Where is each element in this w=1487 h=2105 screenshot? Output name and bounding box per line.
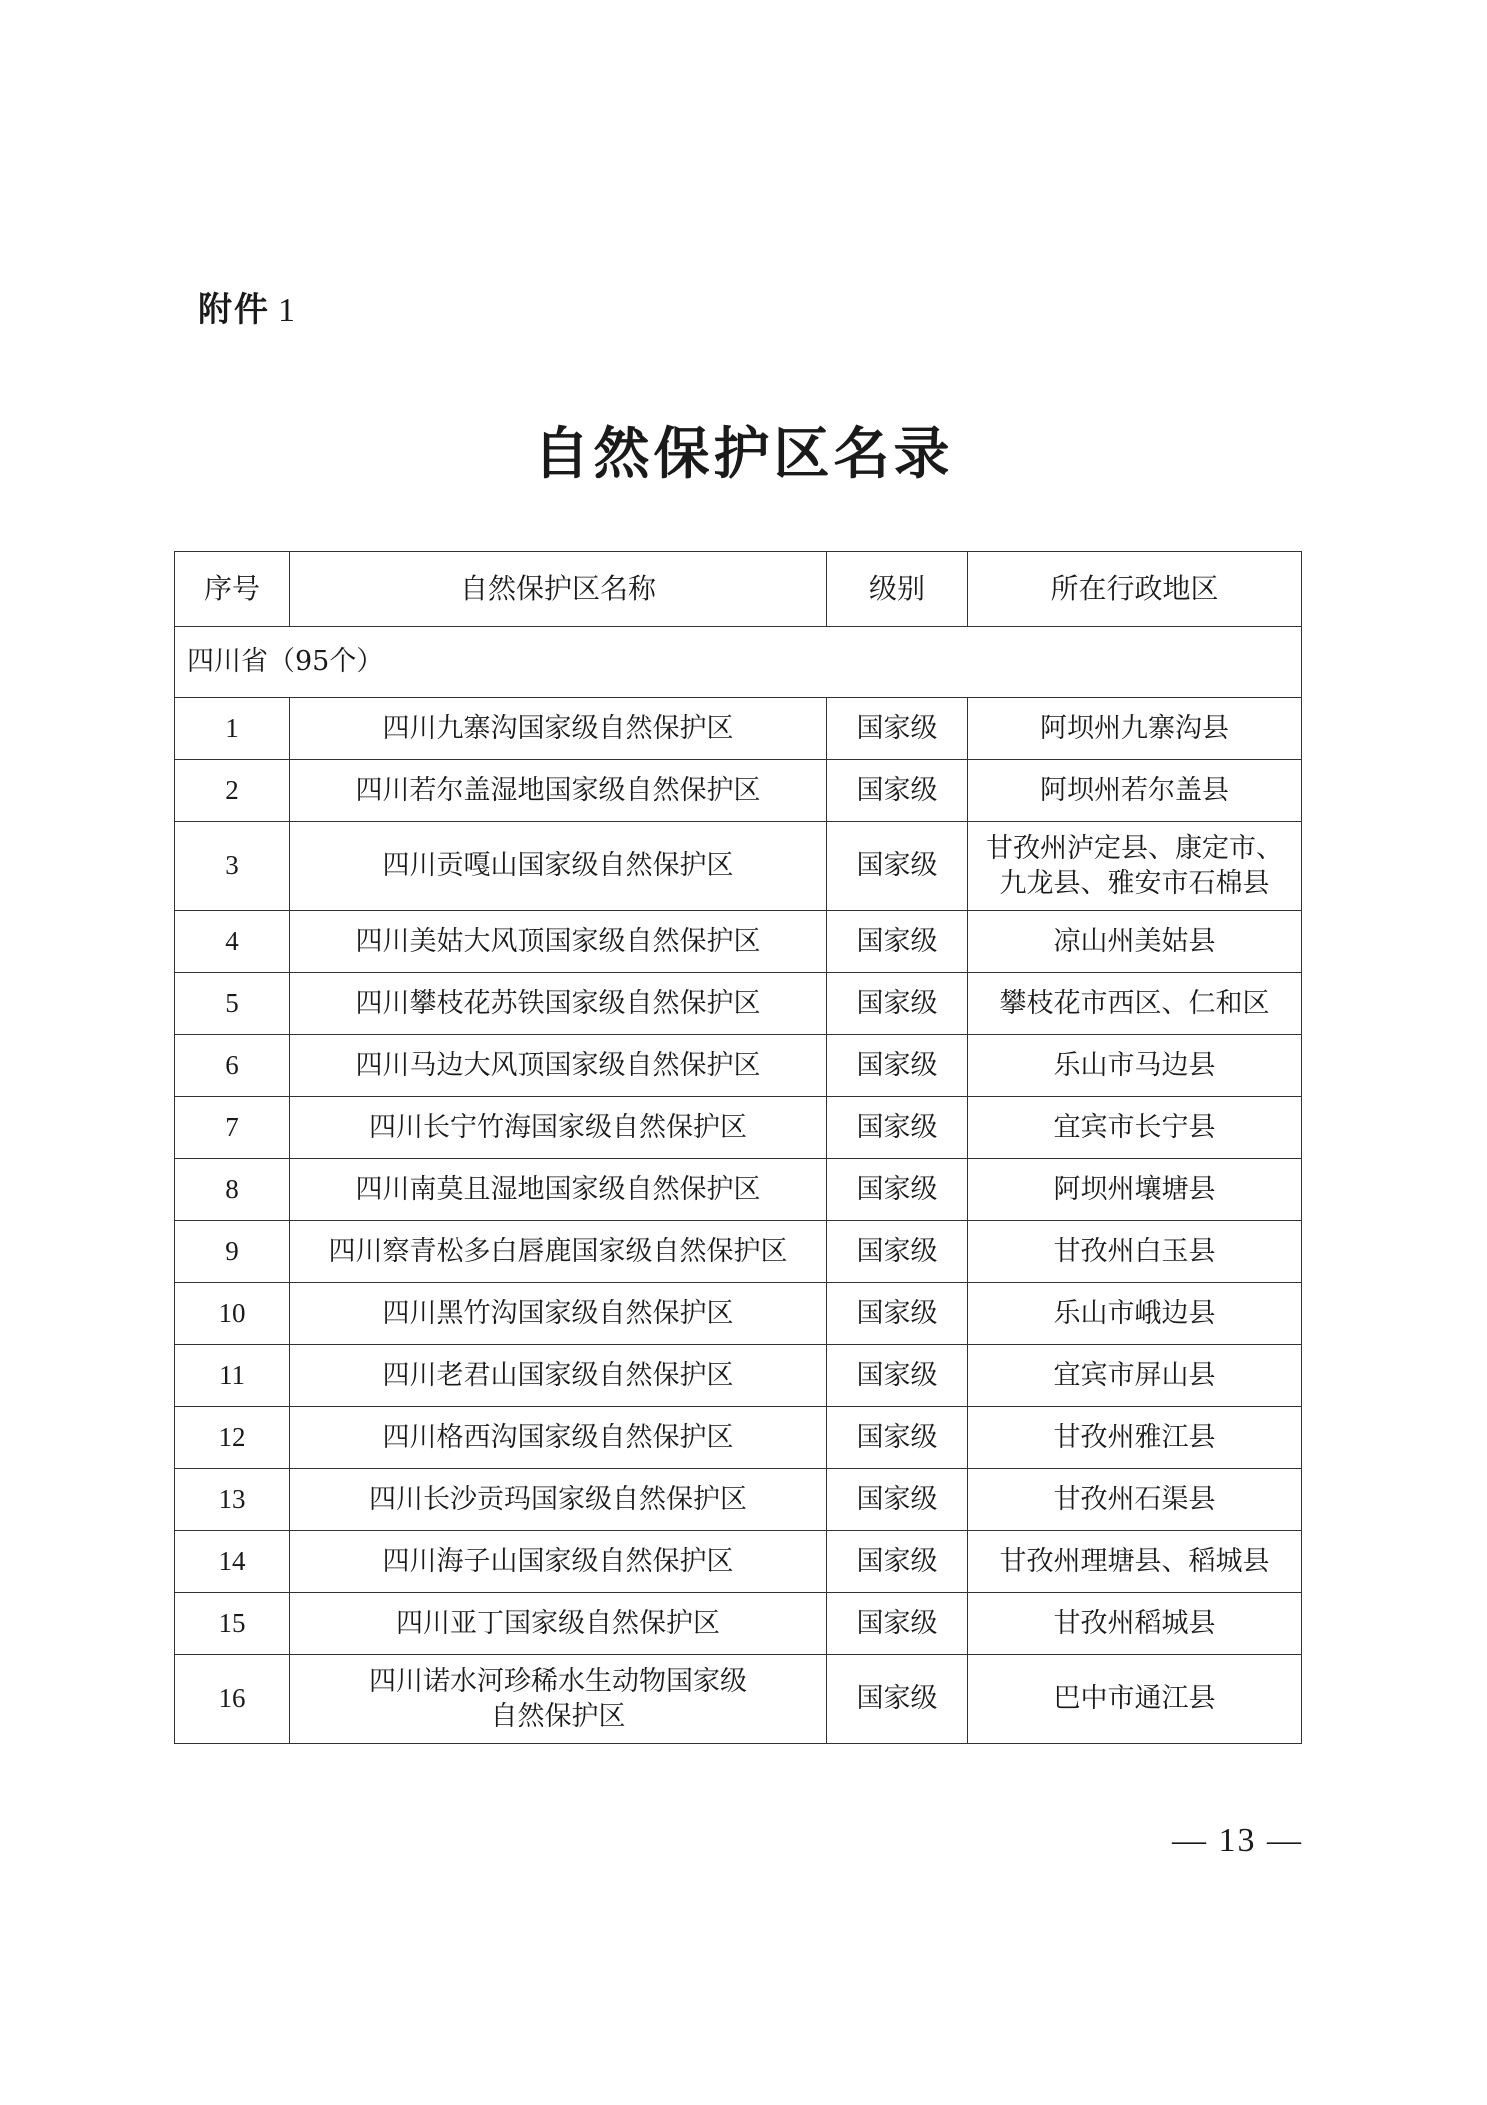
column-header-region: 所在行政地区 (968, 552, 1302, 627)
reserve-region: 宜宾市长宁县 (968, 1097, 1302, 1159)
region-line-2: 九龙县、雅安市石棉县 (999, 868, 1270, 899)
reserve-region: 甘孜州白玉县 (968, 1221, 1302, 1283)
row-index: 5 (175, 973, 290, 1035)
document-title: 自然保护区名录 (533, 421, 954, 487)
reserve-region: 甘孜州雅江县 (968, 1407, 1302, 1469)
reserve-region: 巴中市通江县 (968, 1655, 1302, 1744)
reserve-region: 乐山市马边县 (968, 1035, 1302, 1097)
table-row (175, 1345, 1302, 1407)
reserve-name: 四川攀枝花苏铁国家级自然保护区 (290, 973, 827, 1035)
reserve-name (290, 1655, 827, 1744)
reserve-level: 国家级 (827, 822, 968, 911)
attachment-text: 附件 (198, 290, 270, 330)
reserve-level: 国家级 (827, 1593, 968, 1655)
table-row (175, 1655, 1302, 1744)
reserve-level: 国家级 (827, 1221, 968, 1283)
reserve-level: 国家级 (827, 973, 968, 1035)
name-line-2: 自然保护区 (490, 1701, 626, 1732)
attachment-number: 1 (278, 292, 297, 329)
reserve-region: 甘孜州稻城县 (968, 1593, 1302, 1655)
row-index: 1 (175, 698, 290, 760)
reserve-name: 四川美姑大风顶国家级自然保护区 (290, 911, 827, 973)
reserve-level: 国家级 (827, 1531, 968, 1593)
reserve-name: 四川老君山国家级自然保护区 (290, 1345, 827, 1407)
reserve-region: 宜宾市屏山县 (968, 1345, 1302, 1407)
reserve-level: 国家级 (827, 911, 968, 973)
reserve-name: 四川九寨沟国家级自然保护区 (290, 698, 827, 760)
attachment-label (198, 282, 297, 331)
reserve-level: 国家级 (827, 760, 968, 822)
nature-reserve-table (174, 551, 1302, 1744)
row-index: 9 (175, 1221, 290, 1283)
reserve-level: 国家级 (827, 1097, 968, 1159)
table-row (175, 1097, 1302, 1159)
table-row (175, 911, 1302, 973)
row-index: 16 (175, 1655, 290, 1744)
row-index: 13 (175, 1469, 290, 1531)
name-line-1: 四川诺水河珍稀水生动物国家级 (369, 1665, 747, 1697)
reserve-region: 阿坝州若尔盖县 (968, 760, 1302, 822)
table-row (175, 698, 1302, 760)
province-row (175, 627, 1302, 698)
row-index: 4 (175, 911, 290, 973)
column-header-level: 级别 (827, 552, 968, 627)
reserve-region: 甘孜州石渠县 (968, 1469, 1302, 1531)
row-index: 3 (175, 822, 290, 911)
reserve-region (968, 822, 1302, 911)
reserve-name: 四川海子山国家级自然保护区 (290, 1531, 827, 1593)
province-label: 四川省（95个） (175, 627, 1302, 698)
reserve-level: 国家级 (827, 698, 968, 760)
table-row (175, 1221, 1302, 1283)
table-row (175, 1159, 1302, 1221)
table-row (175, 1035, 1302, 1097)
table-row (175, 1593, 1302, 1655)
reserve-region: 阿坝州九寨沟县 (968, 698, 1302, 760)
reserve-region: 乐山市峨边县 (968, 1283, 1302, 1345)
reserve-name: 四川察青松多白唇鹿国家级自然保护区 (290, 1221, 827, 1283)
table-row (175, 760, 1302, 822)
row-index: 8 (175, 1159, 290, 1221)
column-header-index: 序号 (175, 552, 290, 627)
reserve-level: 国家级 (827, 1655, 968, 1744)
reserve-region: 阿坝州壤塘县 (968, 1159, 1302, 1221)
reserve-level: 国家级 (827, 1469, 968, 1531)
table-row (175, 973, 1302, 1035)
row-index: 12 (175, 1407, 290, 1469)
row-index: 14 (175, 1531, 290, 1593)
row-index: 15 (175, 1593, 290, 1655)
reserve-name: 四川黑竹沟国家级自然保护区 (290, 1283, 827, 1345)
reserve-name: 四川马边大风顶国家级自然保护区 (290, 1035, 827, 1097)
table-row (175, 1469, 1302, 1531)
row-index: 6 (175, 1035, 290, 1097)
table-row (175, 822, 1302, 911)
reserve-name: 四川亚丁国家级自然保护区 (290, 1593, 827, 1655)
reserve-region: 攀枝花市西区、仁和区 (968, 973, 1302, 1035)
table-header-row (175, 552, 1302, 627)
reserve-region: 凉山州美姑县 (968, 911, 1302, 973)
row-index: 7 (175, 1097, 290, 1159)
reserve-name: 四川南莫且湿地国家级自然保护区 (290, 1159, 827, 1221)
region-line-1: 甘孜州泸定县、康定市、 (986, 832, 1283, 864)
reserve-name: 四川格西沟国家级自然保护区 (290, 1407, 827, 1469)
row-index: 11 (175, 1345, 290, 1407)
reserve-level: 国家级 (827, 1283, 968, 1345)
table-row (175, 1283, 1302, 1345)
row-index: 10 (175, 1283, 290, 1345)
reserve-level: 国家级 (827, 1035, 968, 1097)
reserve-name: 四川长宁竹海国家级自然保护区 (290, 1097, 827, 1159)
reserve-name: 四川长沙贡玛国家级自然保护区 (290, 1469, 827, 1531)
reserve-name: 四川若尔盖湿地国家级自然保护区 (290, 760, 827, 822)
reserve-name: 四川贡嘎山国家级自然保护区 (290, 822, 827, 911)
column-header-name: 自然保护区名称 (290, 552, 827, 627)
table-row (175, 1407, 1302, 1469)
reserve-level: 国家级 (827, 1159, 968, 1221)
page-number: — 13 — (1172, 1822, 1303, 1859)
reserve-level: 国家级 (827, 1345, 968, 1407)
reserve-level: 国家级 (827, 1407, 968, 1469)
reserve-region: 甘孜州理塘县、稻城县 (968, 1531, 1302, 1593)
table-row (175, 1531, 1302, 1593)
row-index: 2 (175, 760, 290, 822)
